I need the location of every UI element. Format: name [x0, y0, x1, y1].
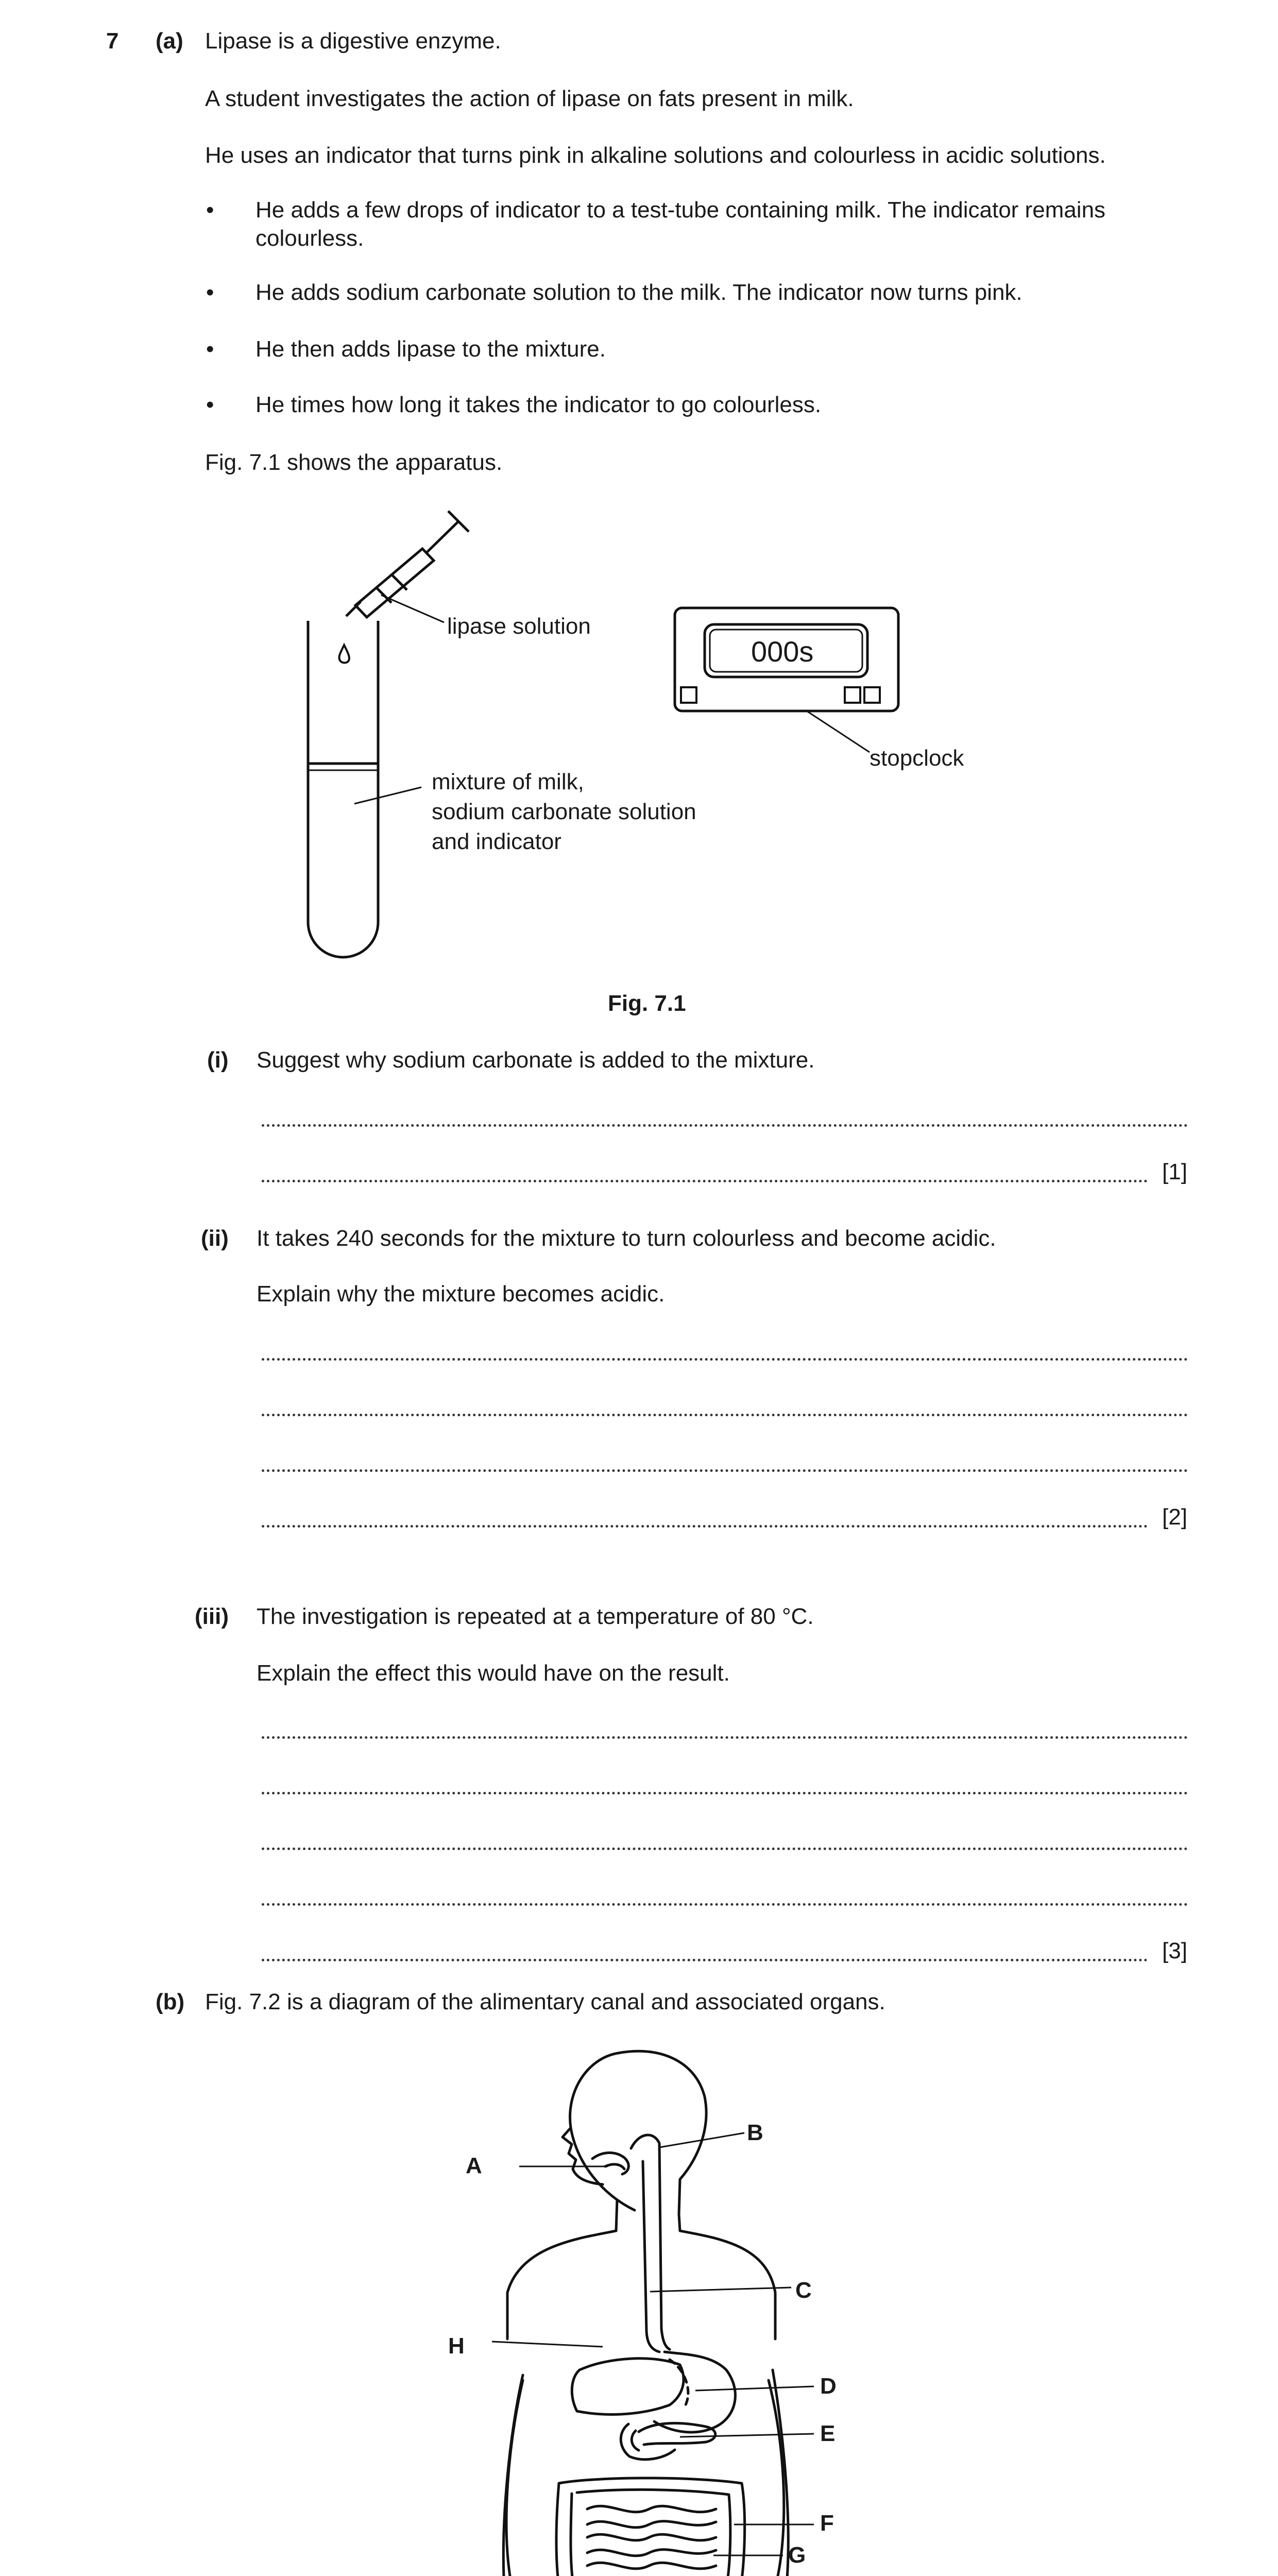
label-D: D [820, 2374, 837, 2399]
bullet-marker: • [206, 197, 214, 223]
bullet-item: He times how long it takes the indicator to go colourless. [255, 392, 822, 417]
answer-line[interactable] [262, 1959, 1148, 1961]
answer-line[interactable] [262, 1414, 1188, 1416]
marks-a-ii: [2] [1162, 1504, 1187, 1530]
label-F: F [820, 2511, 834, 2536]
test-tube [308, 621, 378, 957]
part-a-ii-label: (ii) [201, 1226, 229, 1251]
fig-7-1-apparatus [0, 0, 1278, 1030]
stopclock-button [681, 687, 696, 703]
label-G: G [788, 2543, 806, 2568]
bullet-item: He adds sodium carbonate solution to the milk. The indicator now turns pink. [255, 280, 1023, 305]
label-B: B [747, 2120, 763, 2145]
marks-a-iii: [3] [1162, 1938, 1187, 1963]
part-a-iii-label: (iii) [195, 1604, 229, 1629]
answer-line[interactable] [262, 1792, 1188, 1794]
stopclock-button [864, 687, 880, 703]
part-a-i-label: (i) [207, 1047, 229, 1073]
stopclock-label: stopclock [870, 745, 964, 771]
answer-line[interactable] [262, 1469, 1188, 1472]
question-number: 7 [106, 28, 119, 54]
part-a-iii-question: The investigation is repeated at a temperature of 80 °C. [257, 1604, 814, 1629]
mixture-label-line-3: and indicator [432, 829, 561, 854]
label-H: H [448, 2333, 465, 2359]
part-a-ii-instruction: Explain why the mixture becomes acidic. [257, 1281, 665, 1307]
answer-line[interactable] [262, 1848, 1188, 1850]
answer-line[interactable] [262, 1124, 1188, 1127]
part-a-i-question: Suggest why sodium carbonate is added to the mixture. [257, 1047, 815, 1073]
fig-7-1-caption: Fig. 7.1 [608, 991, 686, 1016]
answer-line[interactable] [262, 1903, 1188, 1906]
mixture-label-line-2: sodium carbonate solution [432, 799, 696, 824]
drop-icon [339, 645, 349, 663]
answer-line[interactable] [262, 1180, 1148, 1182]
bullet-marker: • [206, 392, 214, 417]
part-b-label: (b) [156, 1989, 185, 2014]
stopclock-reading: 000s [751, 635, 814, 668]
answer-line[interactable] [262, 1358, 1188, 1361]
mixture-label-line-1: mixture of milk, [432, 769, 584, 794]
lipase-solution-label: lipase solution [447, 614, 591, 639]
answer-line[interactable] [262, 1525, 1148, 1528]
part-b-intro: Fig. 7.2 is a diagram of the alimentary canal and associated organs. [205, 1989, 885, 2014]
fig-7-1-intro: Fig. 7.1 shows the apparatus. [205, 450, 503, 475]
answer-line[interactable] [262, 1736, 1188, 1739]
bullet-item: He then adds lipase to the mixture. [255, 336, 606, 362]
bullet-marker: • [206, 336, 214, 362]
label-E: E [820, 2421, 836, 2446]
bullet-item: He adds a few drops of indicator to a test-tube containing milk. The indicator remains colourless. [255, 197, 1106, 251]
syringe-icon [346, 511, 469, 617]
part-a-iii-instruction: Explain the effect this would have on the result. [257, 1660, 730, 1686]
label-C: C [795, 2278, 812, 2303]
bullet-marker: • [206, 280, 214, 305]
label-A: A [466, 2153, 482, 2178]
part-a-ii-question: It takes 240 seconds for the mixture to turn colourless and become acidic. [257, 1226, 996, 1251]
part-a-intro: Lipase is a digestive enzyme. [205, 28, 501, 54]
part-a-paragraph-1: A student investigates the action of lipase on fats present in milk. [205, 86, 854, 111]
part-a-paragraph-2: He uses an indicator that turns pink in alkaline solutions and colourless in acidic solutions. [205, 143, 1106, 168]
stopclock-button [845, 687, 860, 703]
part-a-label: (a) [156, 28, 183, 54]
marks-a-i: [1] [1162, 1159, 1187, 1184]
